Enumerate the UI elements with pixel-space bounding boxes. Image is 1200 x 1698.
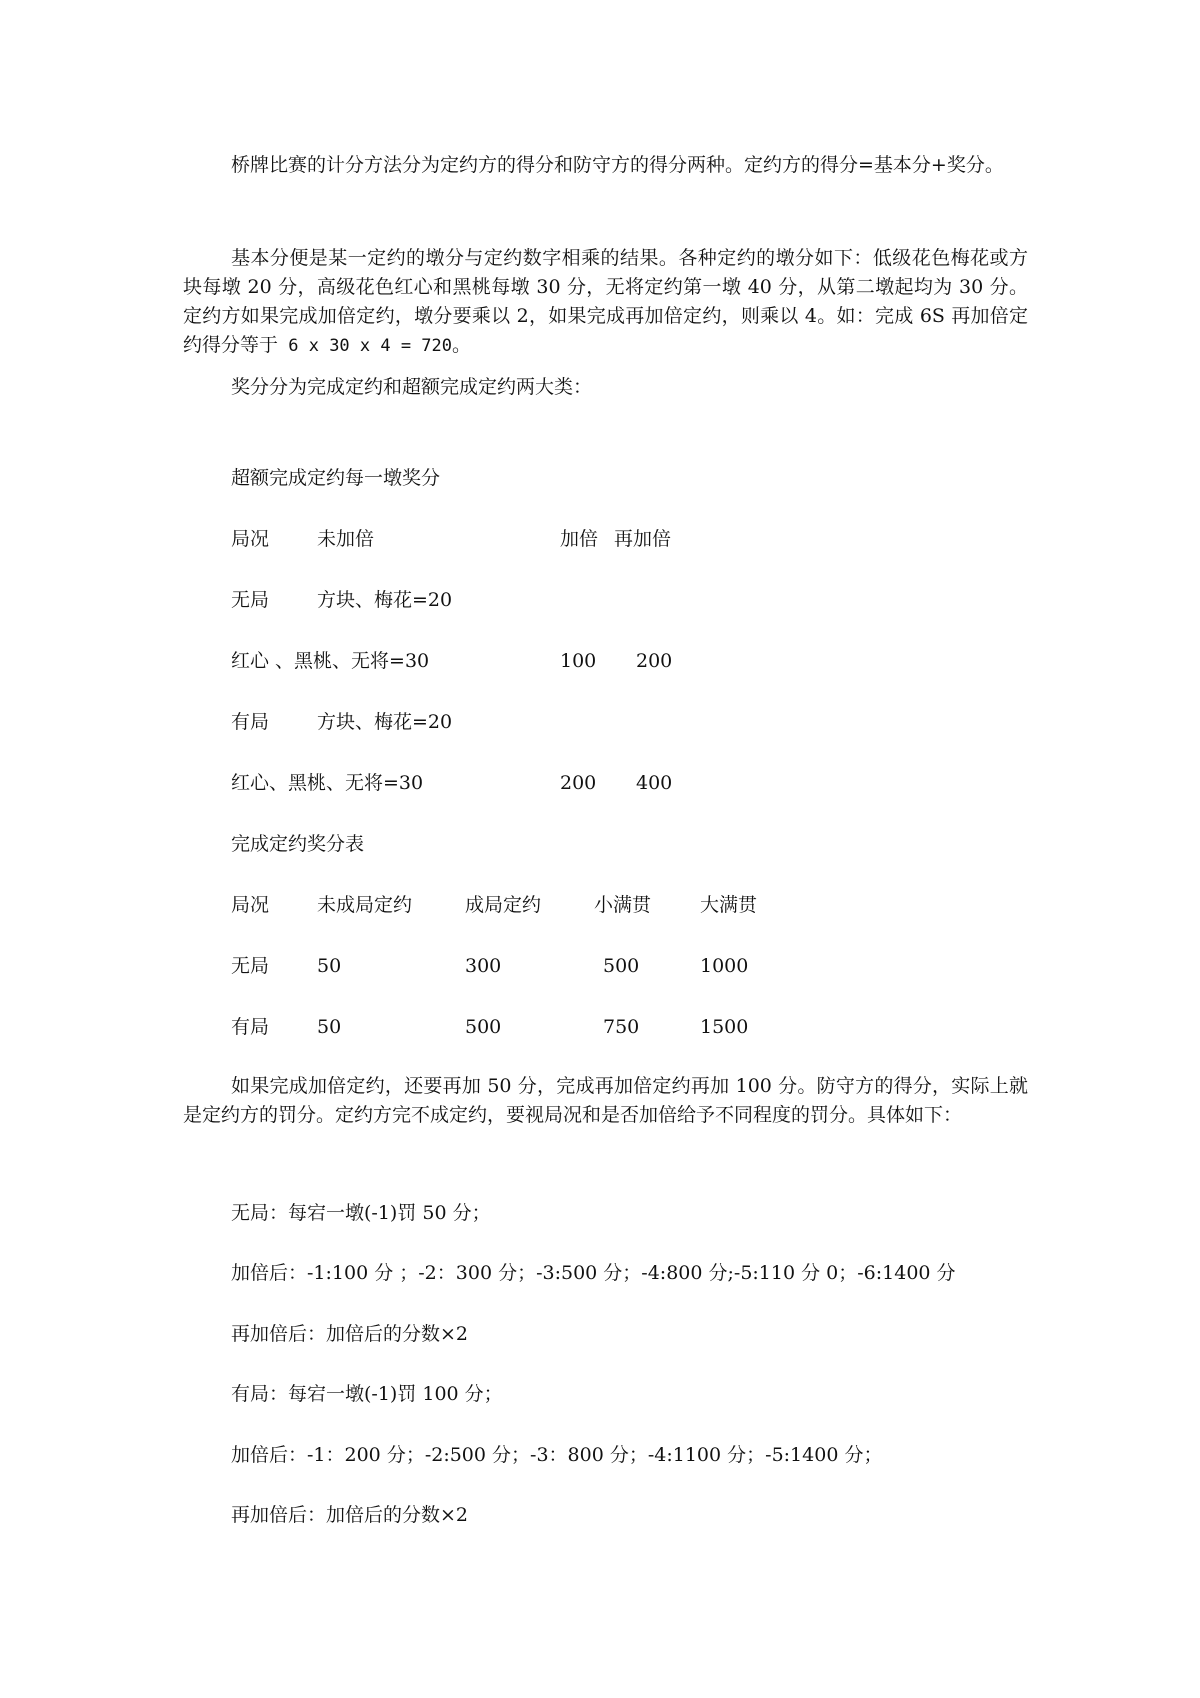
table-cell: 750: [603, 1016, 640, 1038]
table-cell: 1500: [700, 1016, 749, 1038]
table-cell: 红心 、黑桃、无将=30: [231, 650, 430, 672]
table-cell: 50: [317, 955, 342, 977]
penalty-line: 再加倍后：加倍后的分数×2: [231, 1323, 469, 1345]
header-cell: 再加倍: [614, 528, 672, 550]
table-cell: 1000: [700, 955, 749, 977]
table-cell: 有局: [231, 711, 270, 733]
basic-score-text: 基本分便是某一定约的墩分与定约数字相乘的结果。各种定约的墩分如下：低级花色梅花或方块每墩 20 分，高级花色红心和黑桃每墩 30 分，无将定约第一墩 40 分，从第二墩起均为 30 分。定约方如果完成加倍定约，墩分要乘以 2，如果完成再加倍定约，则乘以 4。: [183, 247, 1028, 327]
completion-table-title: 完成定约奖分表: [231, 833, 365, 855]
table-cell: 100: [560, 650, 597, 672]
table-cell: 红心、黑桃、无将=30: [231, 772, 424, 794]
example-formula: 6 x 30 x 4 = 720: [278, 336, 453, 356]
penalty-line: 无局：每宕一墩(-1)罚 50 分；: [231, 1202, 491, 1224]
table-cell: 50: [317, 1016, 342, 1038]
header-cell: 小满贯: [594, 894, 652, 916]
header-cell: 未加倍: [317, 528, 375, 550]
bonus-intro: 奖分分为完成定约和超额完成定约两大类：: [231, 376, 593, 398]
table-cell: 200: [636, 650, 673, 672]
header-cell: 大满贯: [700, 894, 758, 916]
table-cell: 500: [465, 1016, 502, 1038]
basic-score-paragraph: [183, 244, 1028, 361]
table-cell: 无局: [231, 589, 270, 611]
header-cell: 未成局定约: [317, 894, 413, 916]
intro-paragraph: 桥牌比赛的计分方法分为定约方的得分和防守方的得分两种。定约方的得分=基本分+奖分。: [231, 154, 1004, 176]
table-cell: 200: [560, 772, 597, 794]
penalty-line: 再加倍后：加倍后的分数×2: [231, 1504, 469, 1526]
overtrick-title: 超额完成定约每一墩奖分: [231, 467, 441, 489]
penalty-line: 加倍后：-1:100 分 ；-2：300 分；-3:500 分；-4:800 分;-5:110 分 0；-6:1400 分: [231, 1262, 956, 1284]
example-prefix: 如：完成 6S 再加倍定约得分等于: [183, 305, 1028, 356]
penalty-line: 有局：每宕一墩(-1)罚 100 分；: [231, 1383, 503, 1405]
header-cell: 加倍: [560, 528, 599, 550]
header-cell: 局况: [231, 894, 270, 916]
header-cell: 局况: [231, 528, 270, 550]
table-cell: 500: [603, 955, 640, 977]
header-cell: 成局定约: [465, 894, 542, 916]
table-cell: 无局: [231, 955, 270, 977]
table-cell: 方块、梅花=20: [317, 711, 453, 733]
table-cell: 有局: [231, 1016, 270, 1038]
table-cell: 300: [465, 955, 502, 977]
table-cell: 400: [636, 772, 673, 794]
example-suffix: 。: [452, 334, 472, 356]
table-cell: 方块、梅花=20: [317, 589, 453, 611]
penalty-line: 加倍后：-1：200 分；-2:500 分；-3：800 分；-4:1100 分；-5:1400 分；: [231, 1444, 883, 1466]
penalty-intro-paragraph: 如果完成加倍定约，还要再加 50 分，完成再加倍定约再加 100 分。防守方的得分，实际上就是定约方的罚分。定约方完不成定约，要视局况和是否加倍给予不同程度的罚分。具体如下：: [183, 1075, 1028, 1126]
